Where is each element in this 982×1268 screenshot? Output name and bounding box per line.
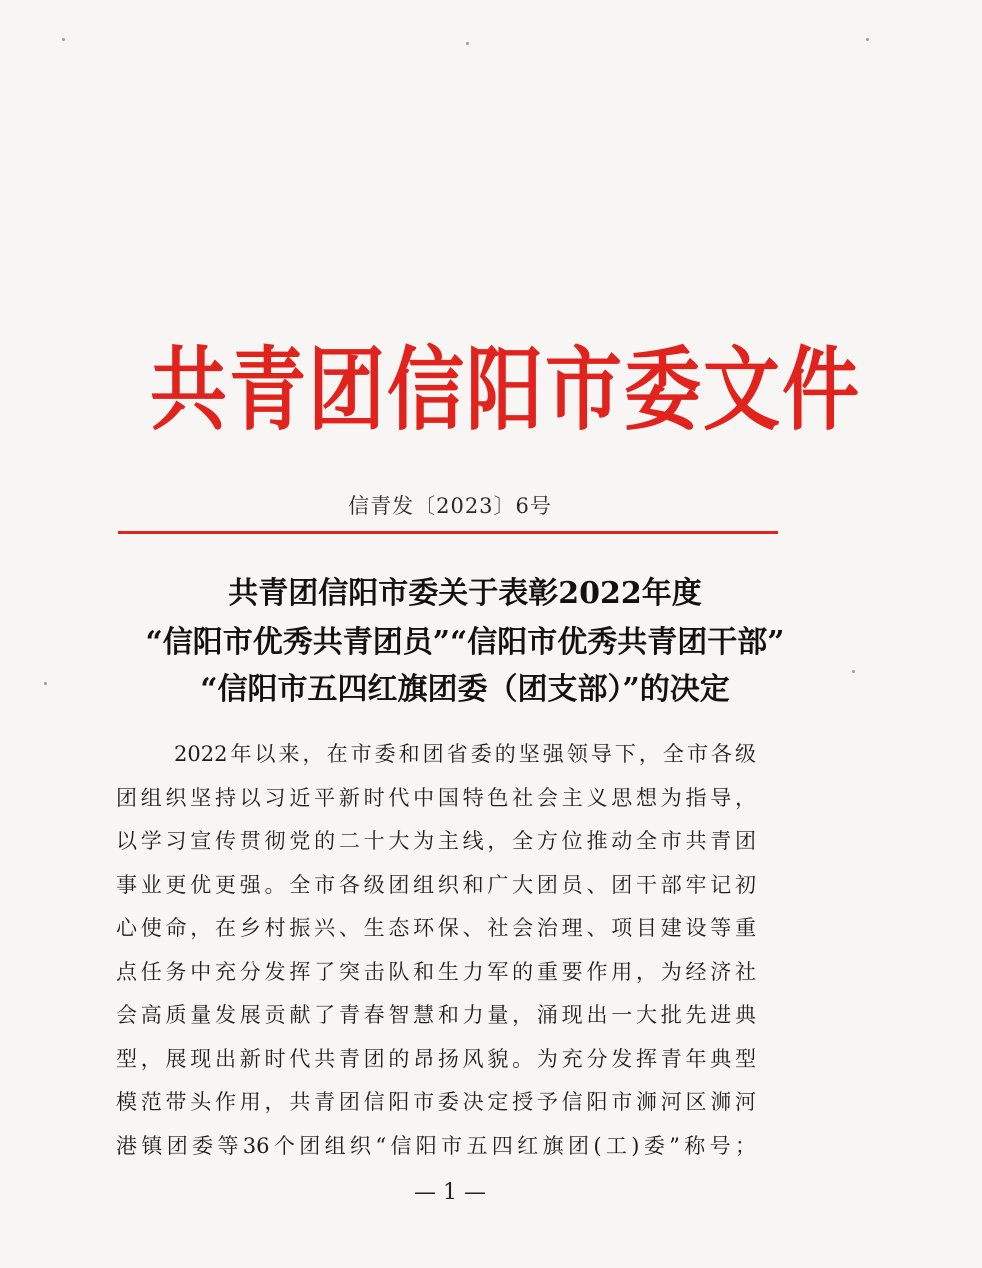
body-line: 事业更优更强。全市各级团组织和广大团员、团干部牢记初 xyxy=(116,872,756,897)
body-line: 以学习宣传贯彻党的二十大为主线，全方位推动全市共青团 xyxy=(116,829,756,853)
title-line-2: “信阳市优秀共青团员”“信阳市优秀共青团干部” xyxy=(145,625,785,660)
scan-speck xyxy=(852,670,855,673)
body-paragraph xyxy=(116,733,756,1168)
body-line: 港镇团委等36个团组织“信阳市五四红旗团(工)委”称号； xyxy=(116,1133,756,1158)
red-divider-line xyxy=(118,531,778,534)
title-line-3: “信阳市五四红旗团委（团支部）”的决定 xyxy=(200,672,730,707)
scan-speck xyxy=(466,42,469,45)
body-line: 心使命，在乡村振兴、生态环保、社会治理、项目建设等重 xyxy=(116,916,756,940)
page-number: — 1 — xyxy=(414,1180,486,1205)
body-line: 模范带头作用，共青团信阳市委决定授予信阳市浉河区浉河 xyxy=(116,1090,756,1114)
scan-speck xyxy=(62,38,65,41)
body-line: 2022年以来，在市委和团省委的坚强领导下，全市各级 xyxy=(174,742,756,766)
document-number: 信青发〔2023〕6号 xyxy=(348,494,552,518)
title-line-1: 共青团信阳市委关于表彰2022年度 xyxy=(228,576,702,611)
body-line: 型，展现出新时代共青团的昂扬风貌。为充分发挥青年典型 xyxy=(116,1046,756,1071)
body-line: 团组织坚持以习近平新时代中国特色社会主义思想为指导， xyxy=(116,785,756,810)
scan-speck xyxy=(44,682,47,685)
body-line: 点任务中充分发挥了突击队和生力军的重要作用，为经济社 xyxy=(116,959,756,984)
body-line: 会高质量发展贡献了青春智慧和力量，涌现出一大批先进典 xyxy=(116,1003,756,1027)
scan-speck xyxy=(866,38,869,41)
document-masthead: 共青团信阳市委文件 xyxy=(150,337,861,444)
